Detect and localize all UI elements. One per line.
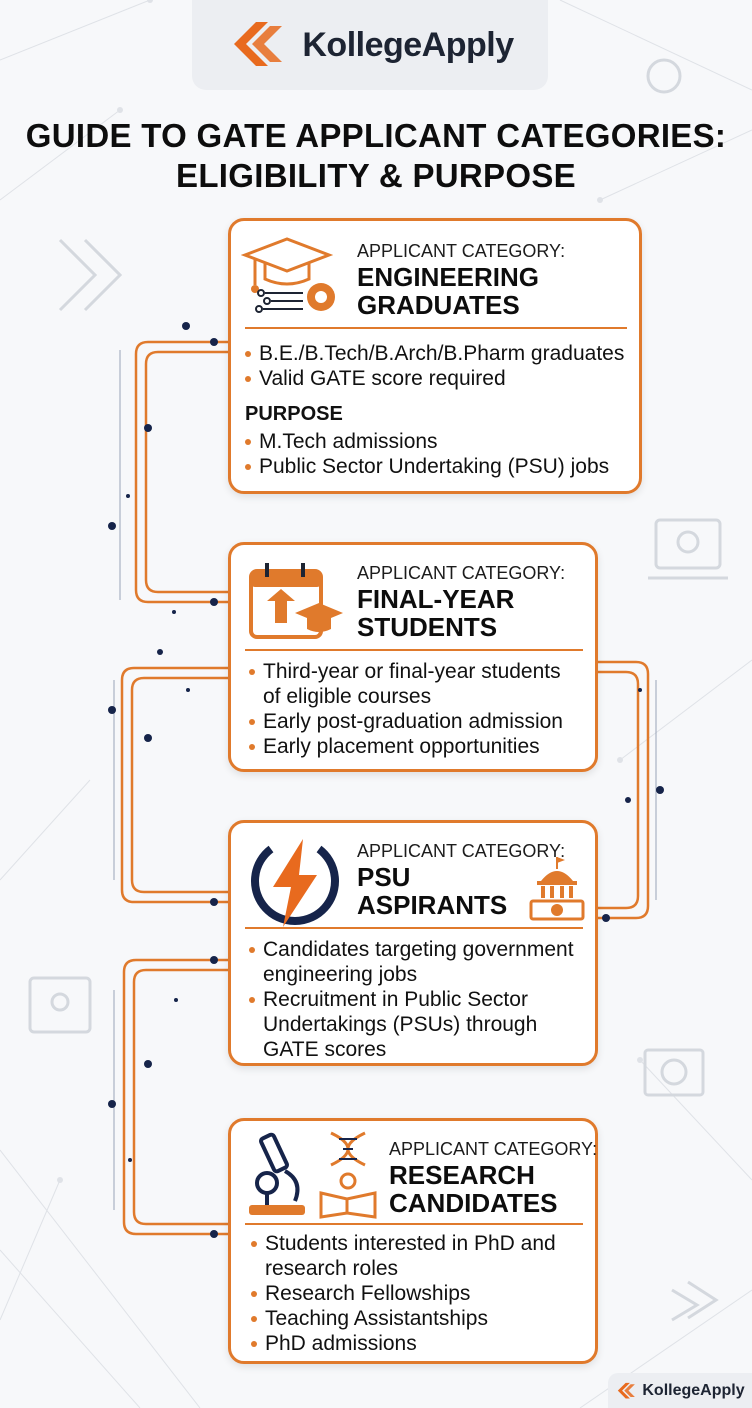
- list-item: Public Sector Undertaking (PSU) jobs: [243, 454, 609, 479]
- purpose-heading: PURPOSE: [245, 403, 343, 425]
- card-divider: [245, 927, 583, 929]
- eligibility-list: [247, 937, 574, 1062]
- graduation-cap-gear-icon: [241, 235, 345, 317]
- card-engineering-graduates: [228, 218, 642, 494]
- list-item: PhD admissions: [249, 1331, 556, 1356]
- list-item: Early placement opportunities: [247, 734, 563, 759]
- card-final-year-students: [228, 542, 598, 772]
- page-title-line1: GUIDE TO GATE APPLICANT CATEGORIES:: [25, 117, 727, 154]
- eligibility-list: [243, 341, 624, 391]
- kollegeapply-logo-icon: [226, 14, 288, 76]
- brand-name: KollegeApply: [302, 25, 514, 64]
- category-label: APPLICANT CATEGORY:: [357, 563, 566, 583]
- card-psu-aspirants: [228, 820, 598, 1066]
- lightning-bolt-icon: [249, 837, 341, 929]
- kollegeapply-logo-icon: [615, 1380, 637, 1402]
- list-item: B.E./B.Tech/B.Arch/B.Pharm graduates: [243, 341, 624, 366]
- list-item: GATE scores: [263, 1038, 387, 1061]
- card-divider: [245, 327, 627, 329]
- card-divider: [245, 1223, 583, 1225]
- category-name: FINAL-YEAR STUDENTS: [357, 584, 515, 642]
- page-title-line2: ELIGIBILITY & PURPOSE: [176, 157, 576, 194]
- list-item: M.Tech admissions: [243, 429, 609, 454]
- card-research-candidates: [228, 1118, 598, 1364]
- category-label: APPLICANT CATEGORY:: [357, 241, 566, 261]
- list-item: research roles: [265, 1257, 399, 1280]
- page-title: [0, 116, 752, 196]
- list-item: engineering jobs: [263, 963, 418, 986]
- category-label: APPLICANT CATEGORY:: [357, 841, 566, 861]
- brand-logo[interactable]: [192, 0, 548, 90]
- category-name: PSU ASPIRANTS: [357, 862, 508, 920]
- list-item: Valid GATE score required: [243, 366, 624, 391]
- list-item: Teaching Assistantships: [249, 1306, 556, 1331]
- category-name: ENGINEERING GRADUATES: [357, 262, 540, 320]
- footer-brand-name: KollegeApply: [642, 1381, 745, 1399]
- list-item: Candidates targeting government: [247, 937, 574, 962]
- microscope-icon: [245, 1131, 311, 1221]
- list-item: Students interested in PhD and: [249, 1231, 556, 1256]
- list-item: Research Fellowships: [249, 1281, 556, 1306]
- government-building-icon: [527, 855, 587, 921]
- card-divider: [245, 649, 583, 651]
- eligibility-list: [247, 659, 563, 759]
- eligibility-list: [249, 1231, 556, 1356]
- list-item: Recruitment in Public Sector: [247, 987, 574, 1012]
- list-item: of eligible courses: [263, 685, 432, 708]
- footer-brand-logo[interactable]: [608, 1373, 752, 1408]
- calendar-cap-icon: [245, 561, 345, 643]
- category-label: APPLICANT CATEGORY:: [389, 1139, 598, 1159]
- list-item: Early post-graduation admission: [247, 709, 563, 734]
- purpose-list: [243, 429, 609, 479]
- category-name: RESEARCH CANDIDATES: [389, 1160, 558, 1218]
- dna-book-icon: [317, 1129, 379, 1219]
- list-item: Third-year or final-year students: [247, 659, 563, 684]
- list-item: Undertakings (PSUs) through: [263, 1013, 538, 1036]
